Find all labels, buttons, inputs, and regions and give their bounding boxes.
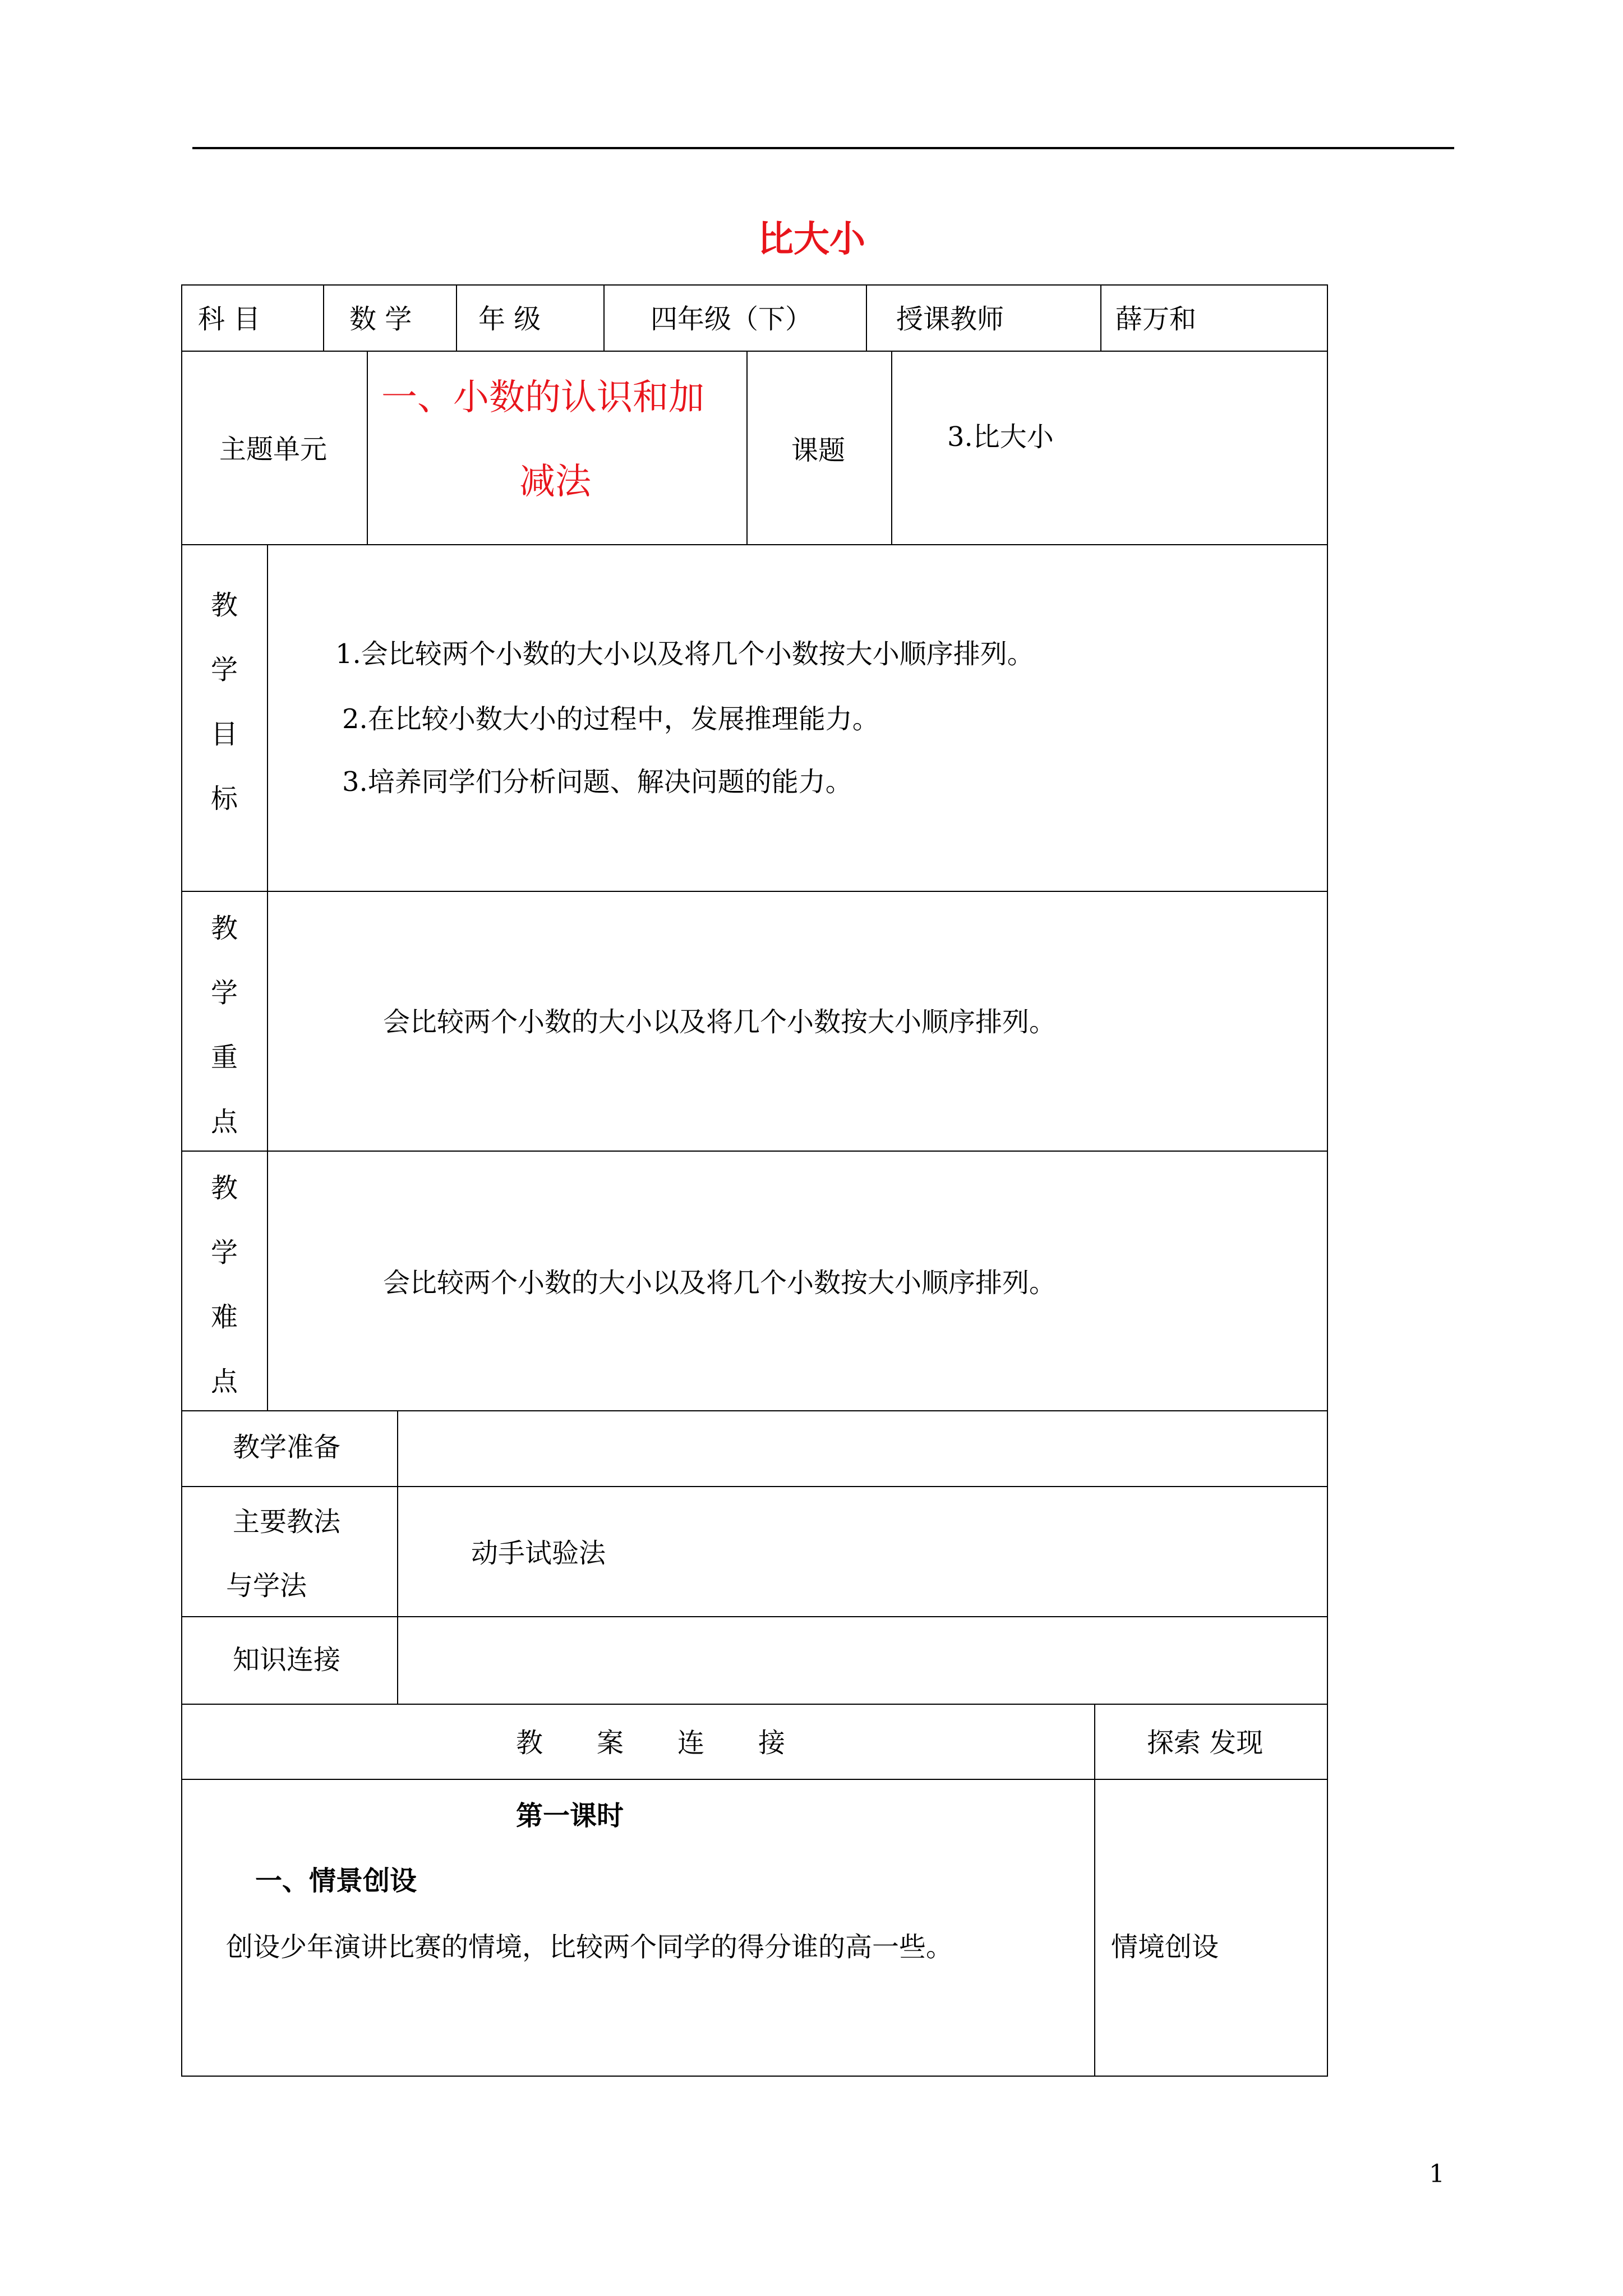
lesson-period: 第一课时 [516, 1800, 624, 1832]
cell-knowledge-value [397, 1616, 1328, 1705]
objective-item-2: 2.在比较小数大小的过程中，发展推理能力。 [342, 703, 879, 735]
unit-value-line2: 减法 [519, 461, 591, 503]
methods-label-line2: 与学法 [226, 1570, 307, 1602]
keypoints-text: 会比较两个小数的大小以及将几个小数按大小顺序排列。 [383, 1006, 1057, 1038]
page-title: 比大小 [758, 218, 865, 260]
page-number: 1 [1429, 2160, 1445, 2188]
lesson-section-title: 一、情景创设 [255, 1865, 417, 1897]
plan-header-left: 教 案 连 接 [516, 1727, 786, 1759]
difficulties-label: 教 学 难 点 [210, 1172, 238, 1397]
cell-unit-value [367, 351, 748, 545]
cell-methods-value [397, 1486, 1328, 1617]
cell-methods-label [181, 1486, 398, 1617]
keypoints-label: 教 学 重 点 [210, 913, 238, 1138]
topic-label: 课题 [791, 435, 846, 466]
cell-plan-header-right [1094, 1704, 1328, 1780]
teacher-label: 授课教师 [896, 303, 1004, 335]
cell-preparation-value [397, 1410, 1328, 1487]
methods-value: 动手试验法 [471, 1538, 606, 1569]
lesson-plan-table [181, 284, 1328, 2077]
cell-unit-label [181, 351, 368, 545]
grade-label: 年 级 [478, 303, 541, 335]
methods-label-line1: 主要教法 [233, 1506, 341, 1538]
cell-keypoints-content [267, 891, 1328, 1152]
cell-grade-label [456, 284, 605, 352]
cell-objectives-label [181, 544, 268, 892]
unit-value-line1: 一、小数的认识和加 [381, 377, 704, 418]
unit-label: 主题单元 [219, 434, 328, 465]
cell-difficulties-content [267, 1151, 1328, 1411]
objective-item-1: 1.会比较两个小数的大小以及将几个小数按大小顺序排列。 [335, 638, 1034, 670]
cell-topic-label [746, 351, 892, 545]
lesson-section-text: 创设少年演讲比赛的情境，比较两个同学的得分谁的高一些。 [226, 1931, 953, 1963]
cell-teacher-label [866, 284, 1101, 352]
subject-label: 科 目 [198, 303, 261, 335]
plan-header-right: 探索 发现 [1147, 1727, 1264, 1759]
knowledge-label: 知识连接 [233, 1644, 341, 1676]
difficulties-text: 会比较两个小数的大小以及将几个小数按大小顺序排列。 [383, 1267, 1057, 1299]
objectives-label: 教 学 目 标 [210, 590, 238, 815]
cell-knowledge-label [181, 1616, 398, 1705]
cell-topic-value [891, 351, 1328, 545]
cell-teacher-value [1100, 284, 1328, 352]
cell-plan-header-left [181, 1704, 1095, 1780]
cell-grade-value [603, 284, 867, 352]
cell-preparation-label [181, 1410, 398, 1487]
cell-keypoints-label [181, 891, 268, 1152]
header-rule [192, 147, 1454, 149]
cell-subject-value [323, 284, 457, 352]
cell-lesson-content [181, 1779, 1095, 2077]
cell-subject-label [181, 284, 324, 352]
preparation-label: 教学准备 [233, 1432, 341, 1463]
cell-difficulties-label [181, 1151, 268, 1411]
topic-value: 3.比大小 [947, 421, 1054, 453]
grade-value: 四年级（下） [651, 303, 813, 335]
objective-item-3: 3.培养同学们分析问题、解决问题的能力。 [342, 766, 852, 798]
cell-objectives-content [267, 544, 1328, 892]
teacher-value: 薛万和 [1115, 303, 1197, 335]
subject-value: 数 学 [349, 303, 412, 335]
cell-lesson-sidenote [1094, 1779, 1328, 2077]
lesson-side-note: 情境创设 [1111, 1931, 1219, 1963]
